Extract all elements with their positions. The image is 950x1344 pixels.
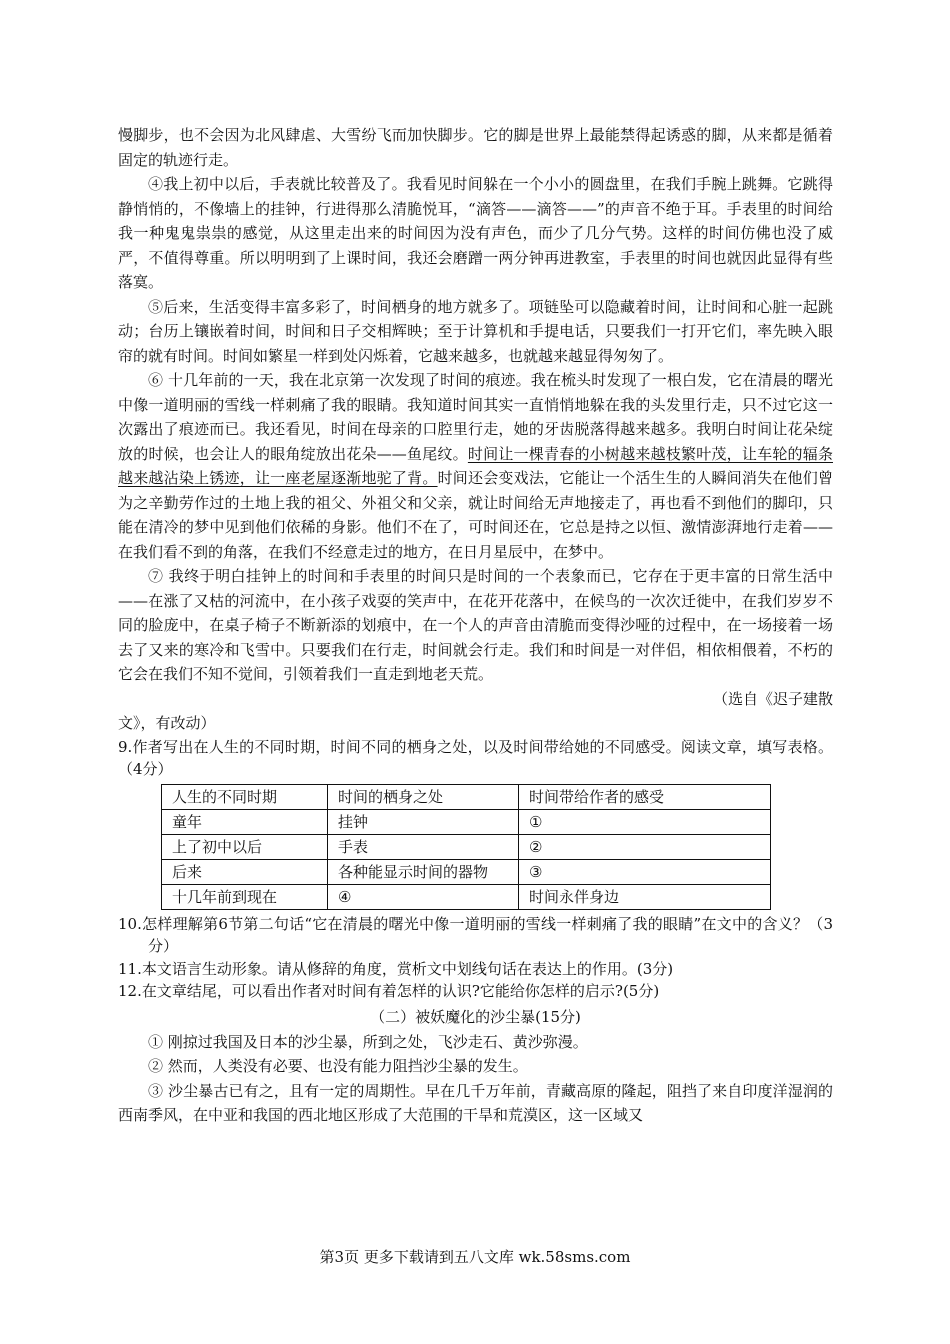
source-attribution <box>118 687 833 712</box>
paragraph-4: ④我上初中以后，手表就比较普及了。我看见时间躲在一个小小的圆盘里，在我们手腕上跳舞。它跳得静悄悄的，不像墙上的挂钟，行进得那么清脆悦耳，“滴答——滴答——”的声音不绝于耳。手表里的时间给我一种鬼鬼祟祟的感觉，从这里走出来的时间因为没有声色，而少了几分气势。这样的时间仿佛也没了威严，不值得尊重。所以明明到了上课时间，我还会磨蹭一两分钟再进教室，手表里的时间也就因此显得有些落寞。 <box>118 175 833 291</box>
table-header-row <box>162 784 771 809</box>
question-12: 12.在文章结尾，可以看出作者对时间有着怎样的认识?它能给你怎样的启示?(5分) <box>118 982 660 1000</box>
table-header-cell: 时间带给作者的感受 <box>519 784 771 809</box>
table-row <box>162 884 771 909</box>
table-cell: 挂钟 <box>328 809 519 834</box>
question-9: 9.作者写出在人生的不同时期，时间不同的栖身之处，以及时间带给她的不同感受。阅读文章，填写表格。（4分） <box>118 737 833 778</box>
table-cell: 时间永伴身边 <box>519 884 771 909</box>
section-2-title: （二）被妖魔化的沙尘暴(15分) <box>370 1007 581 1026</box>
table-row <box>162 809 771 834</box>
table-cell: 手表 <box>328 834 519 859</box>
table-header-cell: 时间的栖身之处 <box>328 784 519 809</box>
table-row <box>162 834 771 859</box>
paragraph-6 <box>118 368 833 564</box>
table-cell: 童年 <box>162 809 328 834</box>
question-11: 11.本文语言生动形象。请从修辞的角度，赏析文中划线句话在表达上的作用。(3分) <box>118 959 674 978</box>
section-2-paragraph-3: ③ 沙尘暴古已有之，且有一定的周期性。早在几千万年前，青藏高原的隆起，阻挡了来自印度洋湿润的西南季风，在中亚和我国的西北地区形成了大范围的干旱和荒漠区，这一区域又 <box>118 1081 833 1124</box>
page-footer: 第3页 更多下载请到五八文库 wk.58sms.com <box>319 1248 631 1266</box>
paragraph-continued: 慢脚步，也不会因为北风肆虐、大雪纷飞而加快脚步。它的脚是世界上最能禁得起诱惑的脚，从来都是循着固定的轨迹行走。 <box>118 126 833 169</box>
table-cell: ③ <box>519 859 771 884</box>
table-cell: ① <box>519 809 771 834</box>
source-attribution-cont: 文》，有改动） <box>118 714 216 732</box>
table-row <box>162 859 771 884</box>
answer-table <box>161 784 771 910</box>
source-label: （选自《迟子建散 <box>712 689 833 708</box>
table-header-cell: 人生的不同时期 <box>162 784 328 809</box>
table-cell: 上了初中以后 <box>162 834 328 859</box>
table-cell: ② <box>519 834 771 859</box>
section-2-paragraph-1: ① 刚掠过我国及日本的沙尘暴，所到之处，飞沙走石、黄沙弥漫。 <box>148 1032 588 1051</box>
table-cell: 后来 <box>162 859 328 884</box>
paragraph-5: ⑤后来，生活变得丰富多彩了，时间栖身的地方就多了。项链坠可以隐藏着时间，让时间和心脏一起跳动；台历上镶嵌着时间，时间和日子交相辉映；至于计算机和手提电话，只要我们一打开它们，率先映入眼帘的就有时间。时间如繁星一样到处闪烁着，它越来越多，也就越来越显得匆匆了。 <box>118 297 833 365</box>
underlined-sentence: 时间让一棵青春的小树越来越枝繁叶茂，让车轮的辐条越来越沾染上锈迹，让一座老屋逐渐地驼了背。 <box>118 444 833 487</box>
paragraph-6-part2: 时间还会变戏法，它能让一个活生生的人瞬间消失在他们曾为之辛勤劳作过的土地上我的祖父、外祖父和父亲，就让时间给无声地接走了，再也看不到他们的脚印，只能在清冷的梦中见到他们依稀的身影。他们不在了，可时间还在，它总是持之以恒、激情澎湃地行走着——在我们看不到的角落，在我们不经意走过的地方，在日月星辰中，在梦中。 <box>118 469 833 561</box>
table-cell: 各种能显示时间的器物 <box>328 859 519 884</box>
question-10: 10.怎样理解第6节第二句话“它在清晨的曙光中像一道明丽的雪线一样刺痛了我的眼睛”在文中的含义？（3分） <box>118 914 833 955</box>
table-cell: ④ <box>328 884 519 909</box>
section-2-paragraph-2: ② 然而，人类没有必要、也没有能力阻挡沙尘暴的发生。 <box>148 1057 528 1075</box>
paragraph-7: ⑦ 我终于明白挂钟上的时间和手表里的时间只是时间的一个表象而已，它存在于更丰富的日常生活中——在涨了又枯的河流中，在小孩子戏耍的笑声中，在花开花落中，在候鸟的一次次迁徙中，在我们岁岁不同的脸庞中，在桌子椅子不断新添的划痕中，在一个人的声音由清脆而变得沙哑的过程中，在一场接着一场去了又来的寒冷和飞雪中。只要我们在行走，时间就会行走。我们和时间是一对伴侣，相依相偎着，不朽的它会在我们不知不觉间，引领着我们一直走到地老天荒。 <box>118 567 833 683</box>
paragraph-6-part1: ⑥ 十几年前的一天，我在北京第一次发现了时间的痕迹。我在梳头时发现了一根白发，它在清晨的曙光中像一道明丽的雪线一样刺痛了我的眼睛。我知道时间其实一直悄悄地躲在我的头发里行走，只不过它这一次露出了痕迹而已。我还看见，时间在母亲的口腔里行走，她的牙齿脱落得越来越多。我明白时间让花朵绽放的时候，也会让人的眼角绽放出花朵——鱼尾纹。 <box>118 371 833 463</box>
table-cell: 十几年前到现在 <box>162 884 328 909</box>
article-body <box>118 123 833 1128</box>
